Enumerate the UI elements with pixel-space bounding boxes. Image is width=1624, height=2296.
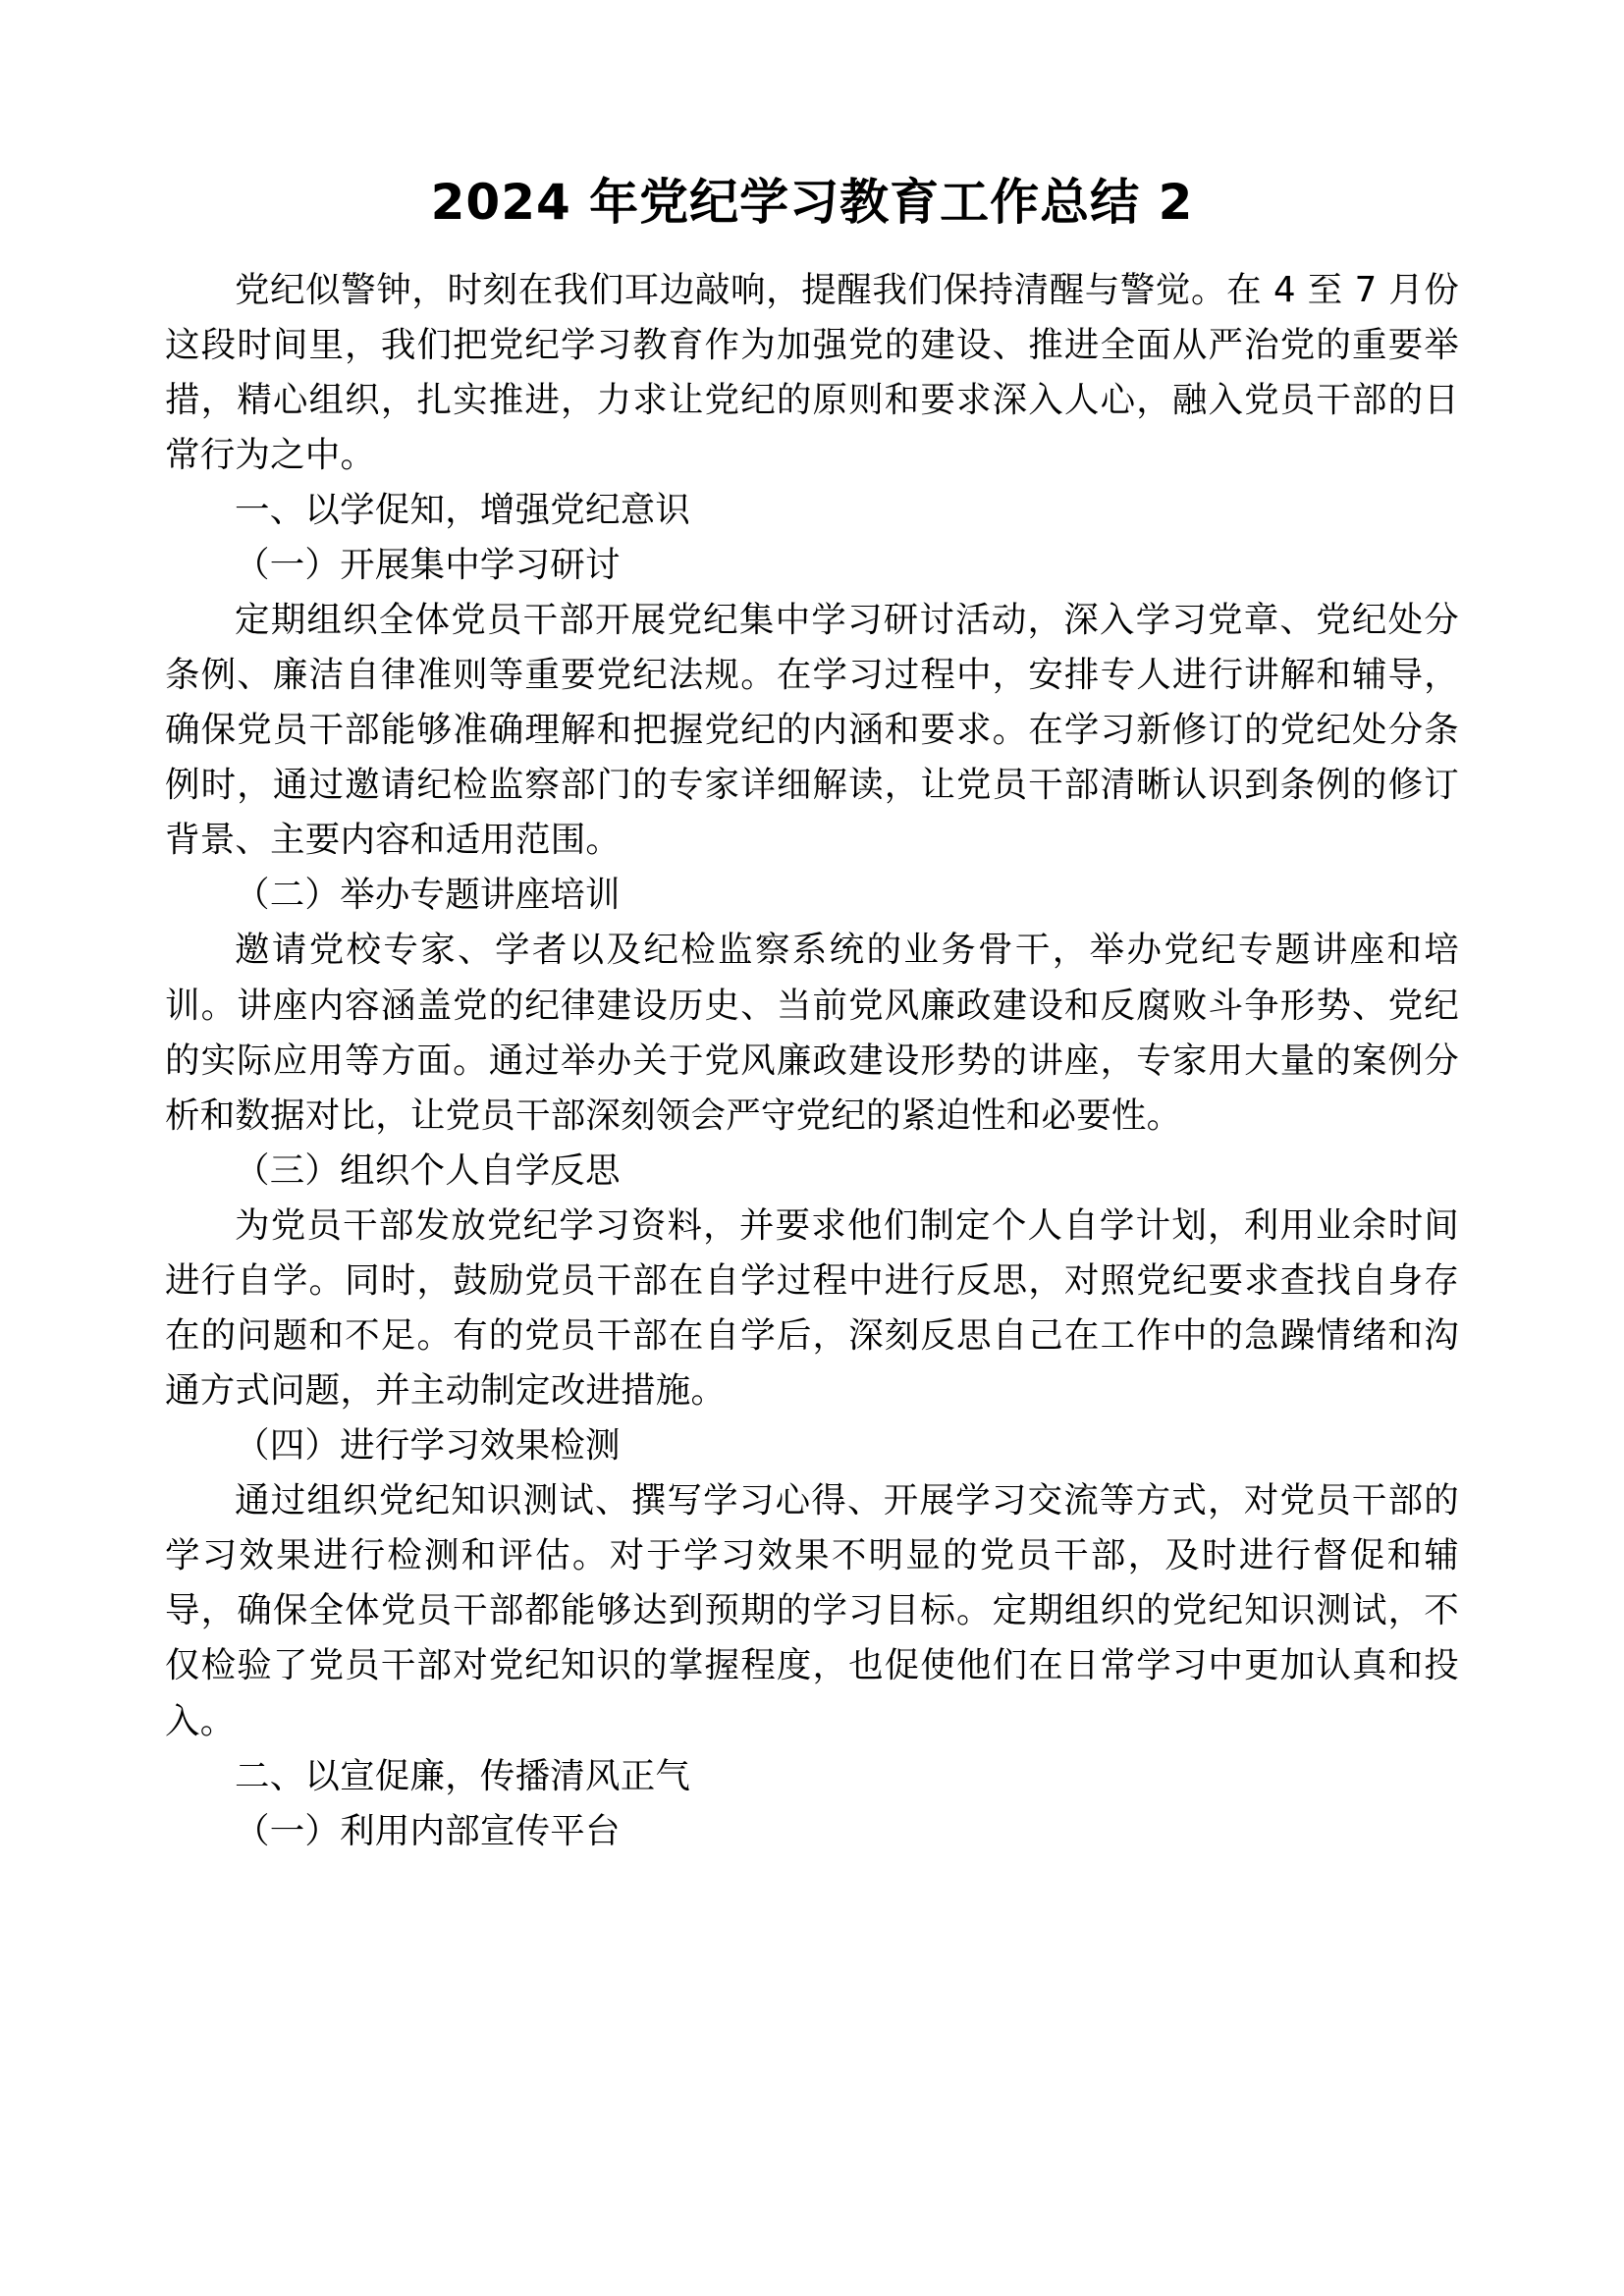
document-body [165, 263, 1459, 1859]
subsection-heading-1-2: （二）举办专题讲座培训 [235, 875, 621, 916]
section-heading-2: 二、以宣促廉，传播清风正气 [235, 1755, 691, 1796]
paragraph: 邀请党校专家、学者以及纪检监察系统的业务骨干，举办党纪专题讲座和培训。讲座内容涵盖党的纪律建设历史、当前党风廉政建设和反腐败斗争形势、党纪的实际应用等方面。通过举办关于党风廉政建设形势的讲座，专家用大量的案例分析和数据对比，让党员干部深刻领会严守党纪的紧迫性和必要性。 [165, 930, 1459, 1136]
section-heading-1: 一、以学促知，增强党纪意识 [235, 489, 691, 530]
subsection-heading-2-1: （一）利用内部宣传平台 [235, 1810, 621, 1851]
subsection-heading-1-3: （三）组织个人自学反思 [235, 1149, 621, 1191]
paragraph: 通过组织党纪知识测试、撰写学习心得、开展学习交流等方式，对党员干部的学习效果进行检测和评估。对于学习效果不明显的党员干部，及时进行督促和辅导，确保全体党员干部都能够达到预期的学习目标。定期组织的党纪知识测试，不仅检验了党员干部对党纪知识的掌握程度，也促使他们在日常学习中更加认真和投入。 [165, 1480, 1459, 1741]
paragraph: 定期组织全体党员干部开展党纪集中学习研讨活动，深入学习党章、党纪处分条例、廉洁自律准则等重要党纪法规。在学习过程中，安排专人进行讲解和辅导，确保党员干部能够准确理解和把握党纪的内涵和要求。在学习新修订的党纪处分条例时，通过邀请纪检监察部门的专家详细解读，让党员干部清晰认识到条例的修订背景、主要内容和适用范围。 [165, 599, 1459, 861]
paragraph: 党纪似警钟，时刻在我们耳边敲响，提醒我们保持清醒与警觉。在 4 至 7 月份这段时间里，我们把党纪学习教育作为加强党的建设、推进全面从严治党的重要举措，精心组织，扎实推进，力求让党纪的原则和要求深入人心，融入党员干部的日常行为之中。 [165, 269, 1459, 475]
subsection-heading-1-4: （四）进行学习效果检测 [235, 1425, 621, 1467]
paragraph: 为党员干部发放党纪学习资料，并要求他们制定个人自学计划，利用业余时间进行自学。同时，鼓励党员干部在自学过程中进行反思，对照党纪要求查找自身存在的问题和不足。有的党员干部在自学后，深刻反思自己在工作中的急躁情绪和沟通方式问题，并主动制定改进措施。 [165, 1204, 1459, 1412]
page-title: 2024 年党纪学习教育工作总结 2 [430, 174, 1194, 231]
subsection-heading-1-1: （一）开展集中学习研讨 [235, 544, 621, 585]
